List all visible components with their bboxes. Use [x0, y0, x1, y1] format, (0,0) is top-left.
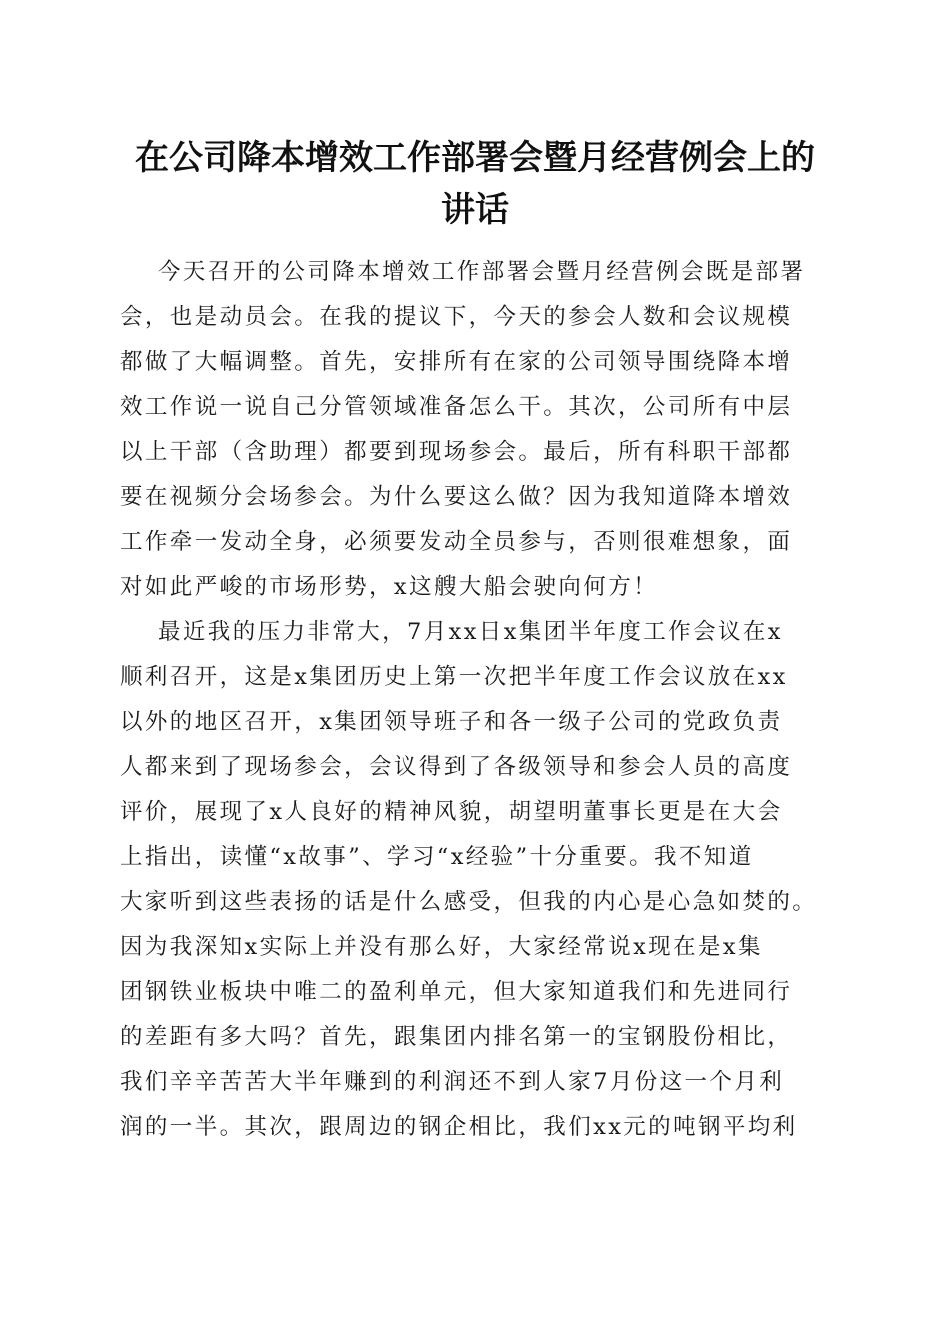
paragraph-2-line: 以外的地区召开，x集团领导班子和各一级子公司的党政负责	[120, 709, 783, 735]
title-line-2: 讲话	[441, 190, 509, 230]
paragraph-2-line: 我们辛辛苦苦大半年赚到的利润还不到人家7月份这一个月利	[120, 1069, 785, 1095]
paragraph-2-line: 大家听到这些表扬的话是什么感受，但我的内心是心急如焚的。	[120, 889, 818, 915]
paragraph-2-line: 因为我深知x实际上并没有那么好，大家经常说x现在是x集	[120, 934, 763, 960]
document-title	[100, 132, 850, 236]
paragraph-1-line: 工作牵一发动全身，必须要发动全员参与，否则很难想象，面	[120, 529, 793, 555]
paragraph-2-line: 顺利召开，这是x集团历史上第一次把半年度工作会议放在xx	[120, 664, 788, 690]
title-line-1: 在公司降本增效工作部署会暨月经营例会上的	[135, 138, 815, 178]
paragraph-2-line: 润的一半。其次，跟周边的钢企相比，我们xx元的吨钢平均利	[120, 1114, 798, 1140]
paragraph-1-line: 对如此严峻的市场形势，x这艘大船会驶向何方！	[120, 574, 658, 600]
document-body	[120, 250, 840, 1150]
paragraph-2-line: 上指出，读懂“x故事”、学习“x经验”十分重要。我不知道	[120, 844, 754, 870]
paragraph-1-line: 以上干部（含助理）都要到现场参会。最后，所有科职干部都	[120, 439, 793, 465]
paragraph-1-line: 今天召开的公司降本增效工作部署会暨月经营例会既是部署	[158, 259, 806, 285]
paragraph-1-line: 要在视频分会场参会。为什么要这么做？因为我知道降本增效	[120, 484, 793, 510]
paragraph-2-line: 最近我的压力非常大，7月xx日x集团半年度工作会议在x	[158, 619, 783, 645]
paragraph-1-line: 会，也是动员会。在我的提议下，今天的参会人数和会议规模	[120, 304, 793, 330]
paragraph-2-line: 团钢铁业板块中唯二的盈利单元，但大家知道我们和先进同行	[120, 979, 793, 1005]
paragraph-1-line: 效工作说一说自己分管领域准备怎么干。其次，公司所有中层	[120, 394, 793, 420]
paragraph-2-line: 人都来到了现场参会，会议得到了各级领导和参会人员的高度	[120, 754, 793, 780]
paragraph-2-line: 评价，展现了x人良好的精神风貌，胡望明董事长更是在大会	[120, 799, 783, 825]
paragraph-2-line: 的差距有多大吗？首先，跟集团内排名第一的宝钢股份相比，	[120, 1024, 793, 1050]
paragraph-1-line: 都做了大幅调整。首先，安排所有在家的公司领导围绕降本增	[120, 349, 793, 375]
